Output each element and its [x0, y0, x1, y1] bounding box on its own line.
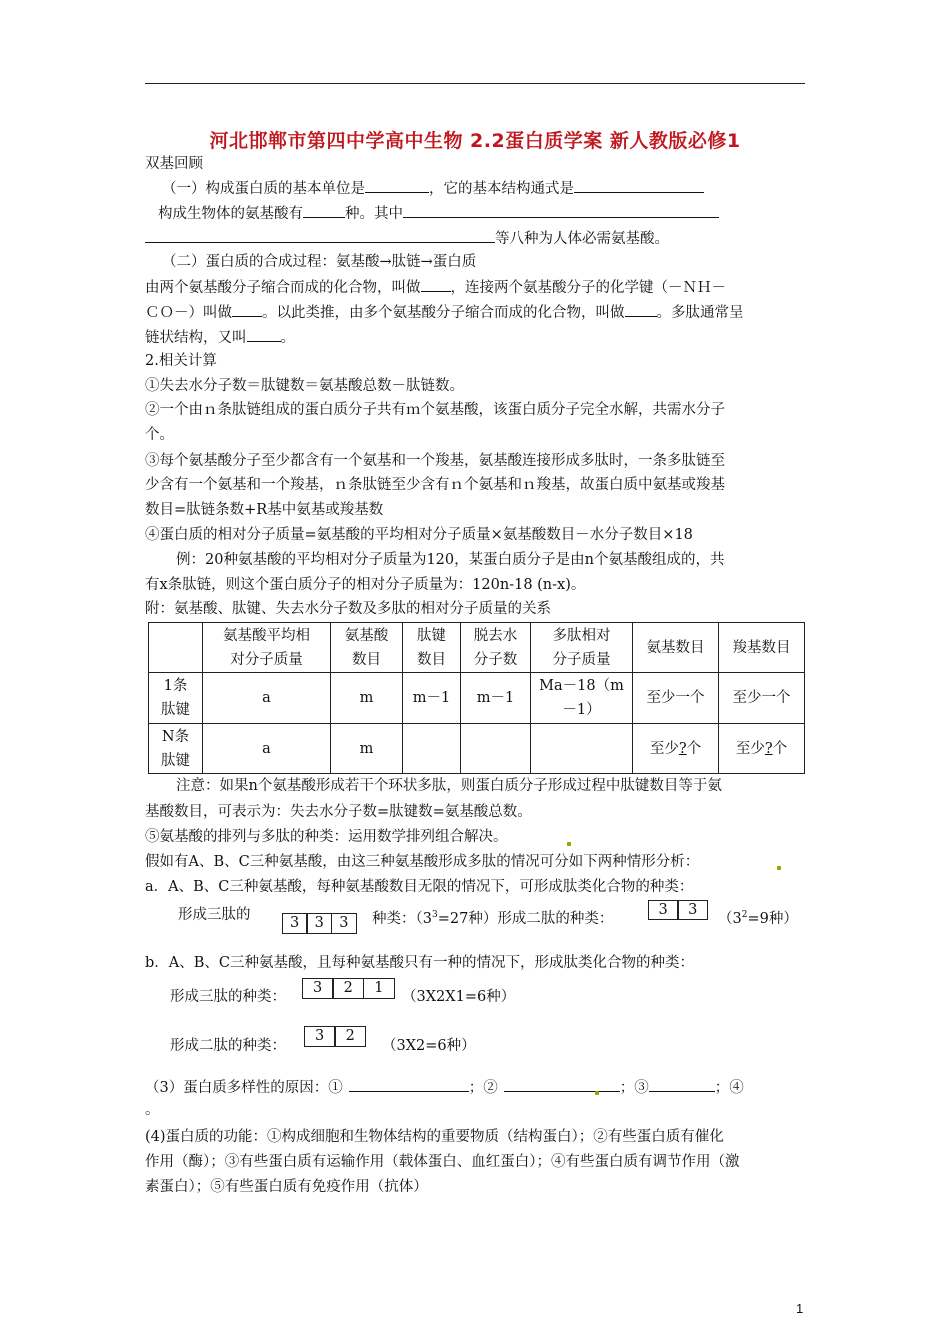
paragraph-line: b．A、B、C三种氨基酸，且每种氨基酸只有一种的情况下，形成肽类化合物的种类： [145, 955, 695, 971]
table-cell [403, 724, 461, 774]
paragraph-line: ③每个氨基酸分子至少都含有一个氨基和一个羧基，氨基酸连接形成多肽时，一条多肽链至 [145, 453, 725, 469]
blank-underline [649, 1077, 715, 1092]
table-cell: 至少?个 [633, 724, 719, 774]
header-rule [145, 83, 805, 84]
box-cell: 3 [677, 900, 708, 920]
blank-underline [574, 178, 704, 193]
paragraph-line: 数目=肽链条数+R基中氨基或羧基数 [145, 502, 384, 518]
table-cell: N条 肽键 [149, 724, 203, 774]
blank-underline [349, 1077, 469, 1092]
paragraph-line: 有x条肽链，则这个蛋白质分子的相对分子质量为：120n-18 (n-x)。 [145, 577, 586, 593]
table-cell: m－1 [403, 673, 461, 724]
paragraph-line: （$3^2=9$种） [718, 910, 798, 927]
dipeptide-unique-box-diagram [305, 1026, 366, 1047]
paragraph-line: （3）蛋白质多样性的原因：① ；② ；③ ；④ [145, 1077, 744, 1098]
paragraph-line: 少含有一个氨基和一个羧基，ｎ条肽链至少含有ｎ个氨基和ｎ羧基，故蛋白质中氨基或羧基 [145, 477, 725, 493]
paragraph-line: 基酸数目，可表示为：失去水分子数=肽键数=氨基酸总数。 [145, 804, 532, 820]
blank-underline [145, 228, 495, 243]
box-cell: 3 [282, 913, 308, 934]
paragraph-line: 构成生物体的氨基酸有 种。其中 [158, 203, 719, 224]
table-header-cell: 羧基数目 [719, 623, 805, 673]
table-header-cell: 氨基数目 [633, 623, 719, 673]
table-cell: m [331, 724, 403, 774]
paragraph-line: (4)蛋白质的功能：①构成细胞和生物体结构的重要物质（结构蛋白）；②有些蛋白质有催化 [145, 1129, 724, 1145]
box-cell: 3 [306, 913, 332, 934]
table-header-cell: 氨基酸平均相 对分子质量 [203, 623, 331, 673]
table-cell: 1条 肽键 [149, 673, 203, 724]
paragraph-line: 作用（酶）；③有些蛋白质有运输作用（载体蛋白、血红蛋白）；④有些蛋白质有调节作用（激 [145, 1154, 740, 1170]
paragraph-line: ②一个由ｎ条肽链组成的蛋白质分子共有ｍ个氨基酸，该蛋白质分子完全水解，共需水分子 [145, 402, 725, 418]
paragraph-line: 素蛋白）；⑤有些蛋白质有免疫作用（抗体） [145, 1179, 428, 1195]
tripeptide-unique-box-diagram [303, 978, 395, 999]
table-header-cell: 氨基酸 数目 [331, 623, 403, 673]
table-cell: Ma－18（m －1） [531, 673, 633, 724]
box-cell: 1 [363, 978, 395, 999]
page-title: 河北邯郸市第四中学高中生物 2.2蛋白质学案 新人教版必修1 [209, 130, 741, 152]
paragraph-line: 假如有A、B、C三种氨基酸，由这三种氨基酸形成多肽的情况可分如下两种情形分析： [145, 854, 700, 870]
table-cell: 至少一个 [633, 673, 719, 724]
table-header-row [149, 623, 805, 673]
table-row [149, 673, 805, 724]
blank-underline [625, 302, 657, 317]
blank-underline [365, 178, 429, 193]
paragraph-line: 链状结构，又叫 。 [145, 327, 295, 348]
paragraph-line: 个。 [145, 427, 174, 443]
table-cell: m [331, 673, 403, 724]
paragraph-line: 注意：如果n个氨基酸形成若干个环状多肽，则蛋白质分子形成过程中肽键数目等于氨 [176, 778, 722, 794]
paragraph-line: 附：氨基酸、肽键、失去水分子数及多肽的相对分子质量的关系 [145, 601, 551, 617]
table-cell [531, 724, 633, 774]
box-cell: 2 [334, 1026, 366, 1047]
table-cell: 至少一个 [719, 673, 805, 724]
paragraph-line: 。 [145, 1102, 160, 1118]
paragraph-line: 等八种为人体必需氨基酸。 [145, 228, 669, 249]
box-cell: 3 [304, 1026, 336, 1047]
paragraph-line: 例：20种氨基酸的平均相对分子质量为120，某蛋白质分子是由n个氨基酸组成的，共 [176, 552, 725, 568]
blank-underline [247, 327, 281, 342]
blank-underline [403, 203, 719, 218]
table-cell: a [203, 724, 331, 774]
table-cell [461, 724, 531, 774]
paragraph-line: （3X2=6种） [382, 1038, 476, 1054]
table-header-cell: 肽键 数目 [403, 623, 461, 673]
blank-underline [421, 277, 451, 292]
paragraph-line: 形成二肽的种类： [170, 1038, 286, 1054]
mark-dot [777, 866, 781, 870]
box-cell: 3 [648, 900, 679, 920]
box-cell: 3 [331, 913, 357, 934]
table-cell: m－1 [461, 673, 531, 724]
paragraph-line: ①失去水分子数＝肽键数＝氨基酸总数－肽链数。 [145, 378, 464, 394]
paragraph-line: （一）构成蛋白质的基本单位是 ，它的基本结构通式是 [162, 178, 704, 199]
paragraph-line: ⑤氨基酸的排列与多肽的种类：运用数学排列组合解决。 [145, 829, 508, 845]
table-header-cell [149, 623, 203, 673]
table-header-cell: 脱去水 分子数 [461, 623, 531, 673]
paragraph-line: 形成三肽的种类： [170, 989, 286, 1005]
section-heading: 2.相关计算 [145, 353, 217, 369]
page-number: 1 [796, 1301, 804, 1316]
paragraph-line: （二）蛋白质的合成过程：氨基酸→肽链→蛋白质 [162, 254, 477, 270]
paragraph-line: 形成三肽的 [178, 907, 251, 923]
paragraph-line: 由两个氨基酸分子缩合而成的化合物，叫做 ，连接两个氨基酸分子的化学键（－ＮＨ－ [145, 277, 726, 298]
table-cell: a [203, 673, 331, 724]
paragraph-line: ＣＯ－）叫做 。以此类推，由多个氨基酸分子缩合而成的化合物，叫做 。多肽通常呈 [145, 302, 744, 323]
relation-table [148, 622, 805, 774]
paragraph-line: a．A、B、C三种氨基酸，每种氨基酸数目无限的情况下，可形成肽类化合物的种类： [145, 879, 694, 895]
blank-underline [504, 1077, 620, 1092]
dipeptide-box-diagram [649, 900, 708, 920]
tripeptide-box-diagram [283, 913, 357, 934]
blank-underline [232, 302, 262, 317]
paragraph-line: （3X2X1=6种） [402, 989, 516, 1005]
paragraph-line: ④蛋白质的相对分子质量=氨基酸的平均相对分子质量×氨基酸数目－水分子数目×18 [145, 527, 693, 543]
table-header-cell: 多肽相对 分子质量 [531, 623, 633, 673]
box-cell: 2 [332, 978, 364, 999]
blank-underline [303, 203, 345, 218]
mark-dot [567, 842, 571, 846]
section-heading: 双基回顾 [145, 156, 203, 172]
mark-dot [595, 1091, 599, 1095]
paragraph-line: 种类：（$3^3=27$种）形成二肽的种类： [372, 910, 614, 927]
table-cell: 至少?个 [719, 724, 805, 774]
box-cell: 3 [302, 978, 334, 999]
table-row [149, 724, 805, 774]
